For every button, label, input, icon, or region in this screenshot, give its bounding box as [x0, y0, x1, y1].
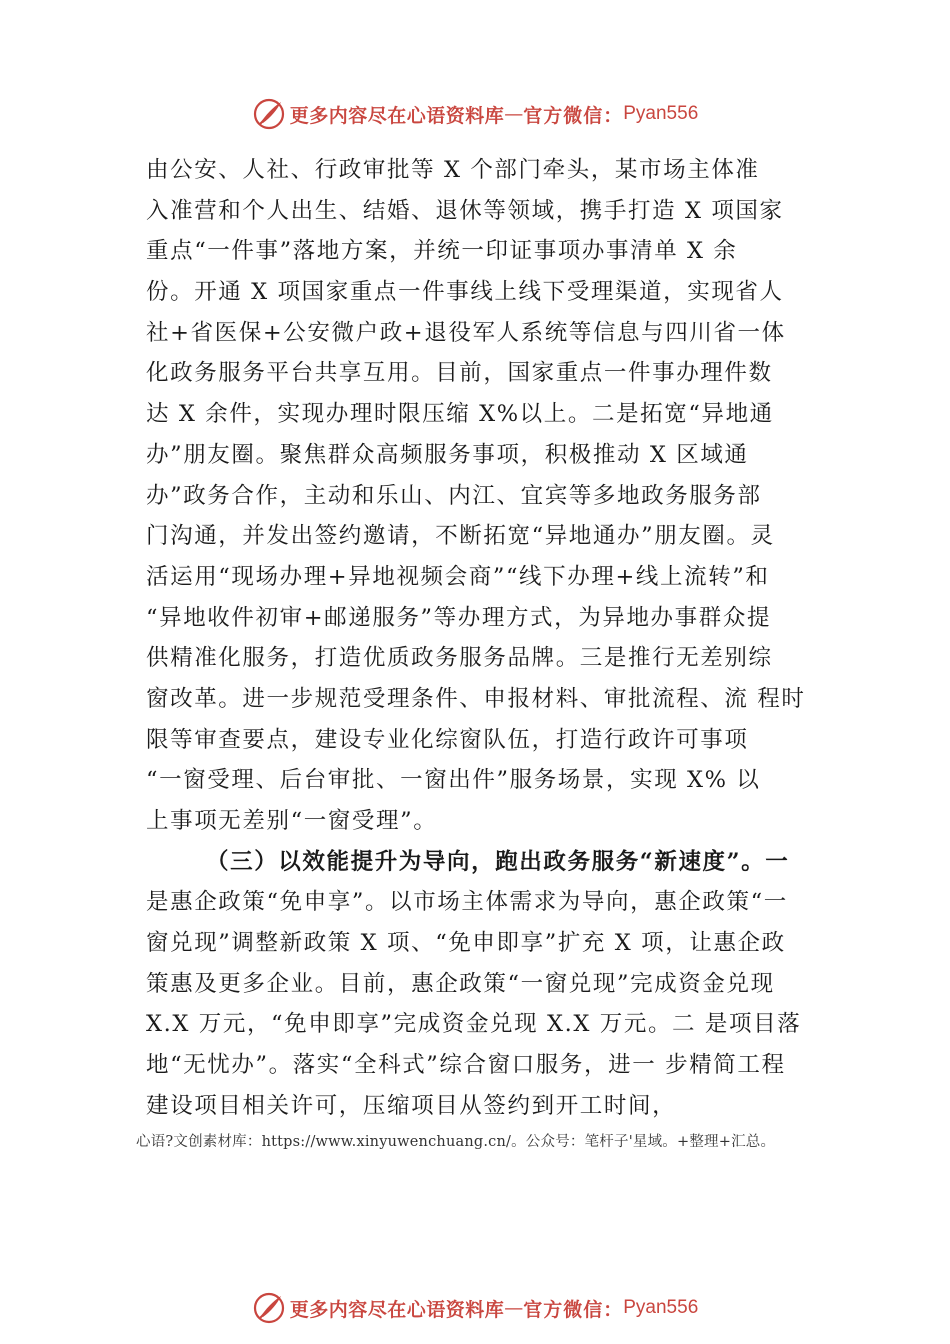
feather-pen-logo-icon	[252, 1291, 286, 1325]
body-line: 限等审查要点，建设专业化综窗队伍，打造行政许可事项	[146, 726, 749, 753]
body-line: 办”政务合作，主动和乐山、内江、宜宾等多地政务服务部	[146, 482, 762, 509]
body-line: 份。开通 X 项国家重点一件事线上线下受理渠道，实现省人	[146, 279, 784, 306]
feather-pen-logo-icon	[252, 97, 286, 131]
footer-watermark	[0, 1288, 950, 1328]
body-line: 上事项无差别“一窗受理”。	[146, 808, 438, 834]
body-line: 策惠及更多企业。目前，惠企政策“一窗兑现”完成资金兑现	[146, 970, 775, 997]
body-line: 办”朋友圈。聚焦群众高频服务事项，积极推动 X 区域通	[146, 441, 749, 468]
body-line: 供精准化服务，打造优质政务服务品牌。三是推行无差别综	[146, 645, 773, 672]
body-line: “一窗受理、后台审批、一窗出件”服务场景，实现 X% 以	[146, 767, 761, 794]
watermark-brand: 更多内容尽在心语资料库	[289, 1298, 505, 1321]
body-line: 化政务服务平台共享互用。目前，国家重点一件事办理件数	[146, 360, 773, 387]
body-line: 社+省医保+公安微户政+退役军人系统等信息与四川省一体	[146, 319, 786, 346]
body-line: 门沟通，并发出签约邀请，不断拓宽“异地通办”朋友圈。灵	[146, 523, 775, 550]
watermark-wechat-id: Pyan556	[623, 103, 699, 124]
body-line: 活运用“现场办理+异地视频会商”“线下办理+线上流转”和	[146, 563, 770, 590]
body-line: “异地收件初审+邮递服务”等办理方式，为异地办事群众提	[146, 604, 772, 631]
body-line: 重点“一件事”落地方案，并统一印证事项办事清单 X 余	[146, 238, 738, 265]
body-line: X.X 万元，“免申即享”完成资金兑现 X.X 万元。二 是项目落	[146, 1011, 802, 1038]
section-heading: （三）以效能提升为导向，跑出政务服务“新速度”。一	[206, 848, 790, 875]
body-line: 达 X 余件，实现办理时限压缩 X%以上。二是拓宽“异地通	[146, 401, 774, 428]
body-line: 窗改革。进一步规范受理条件、申报材料、审批流程、流 程时	[146, 685, 806, 712]
document-body	[146, 150, 826, 1127]
body-line: 建设项目相关许可，压缩项目从签约到开工时间，	[146, 1092, 677, 1119]
header-watermark	[0, 94, 950, 134]
body-line: 窗兑现”调整新政策 X 项、“免申即享”扩充 X 项，让惠企政	[146, 930, 786, 957]
body-line: 地“无忧办”。落实“全科式”综合窗口服务，进一 步精简工程	[146, 1052, 786, 1079]
body-line: 是惠企政策“免申享”。以市场主体需求为导向，惠企政策“一	[146, 889, 788, 916]
body-line: 入准营和个人出生、结婚、退休等领域，携手打造 X 项国家	[146, 197, 784, 224]
watermark-brand: 更多内容尽在心语资料库	[289, 104, 505, 127]
watermark-wechat-label: 官方微信：	[523, 1298, 624, 1321]
footer-source-note: 心语?文创素材库：https://www.xinyuwenchuang.cn/。公众号：笔杆子'星域。+整理+汇总。	[136, 1134, 776, 1150]
watermark-separator: —	[504, 1297, 524, 1319]
watermark-wechat-id: Pyan556	[623, 1297, 699, 1318]
watermark-separator: —	[504, 103, 524, 125]
body-line: 由公安、人社、行政审批等 X 个部门牵头，某市场主体准	[146, 157, 760, 183]
watermark-wechat-label: 官方微信：	[523, 104, 624, 127]
